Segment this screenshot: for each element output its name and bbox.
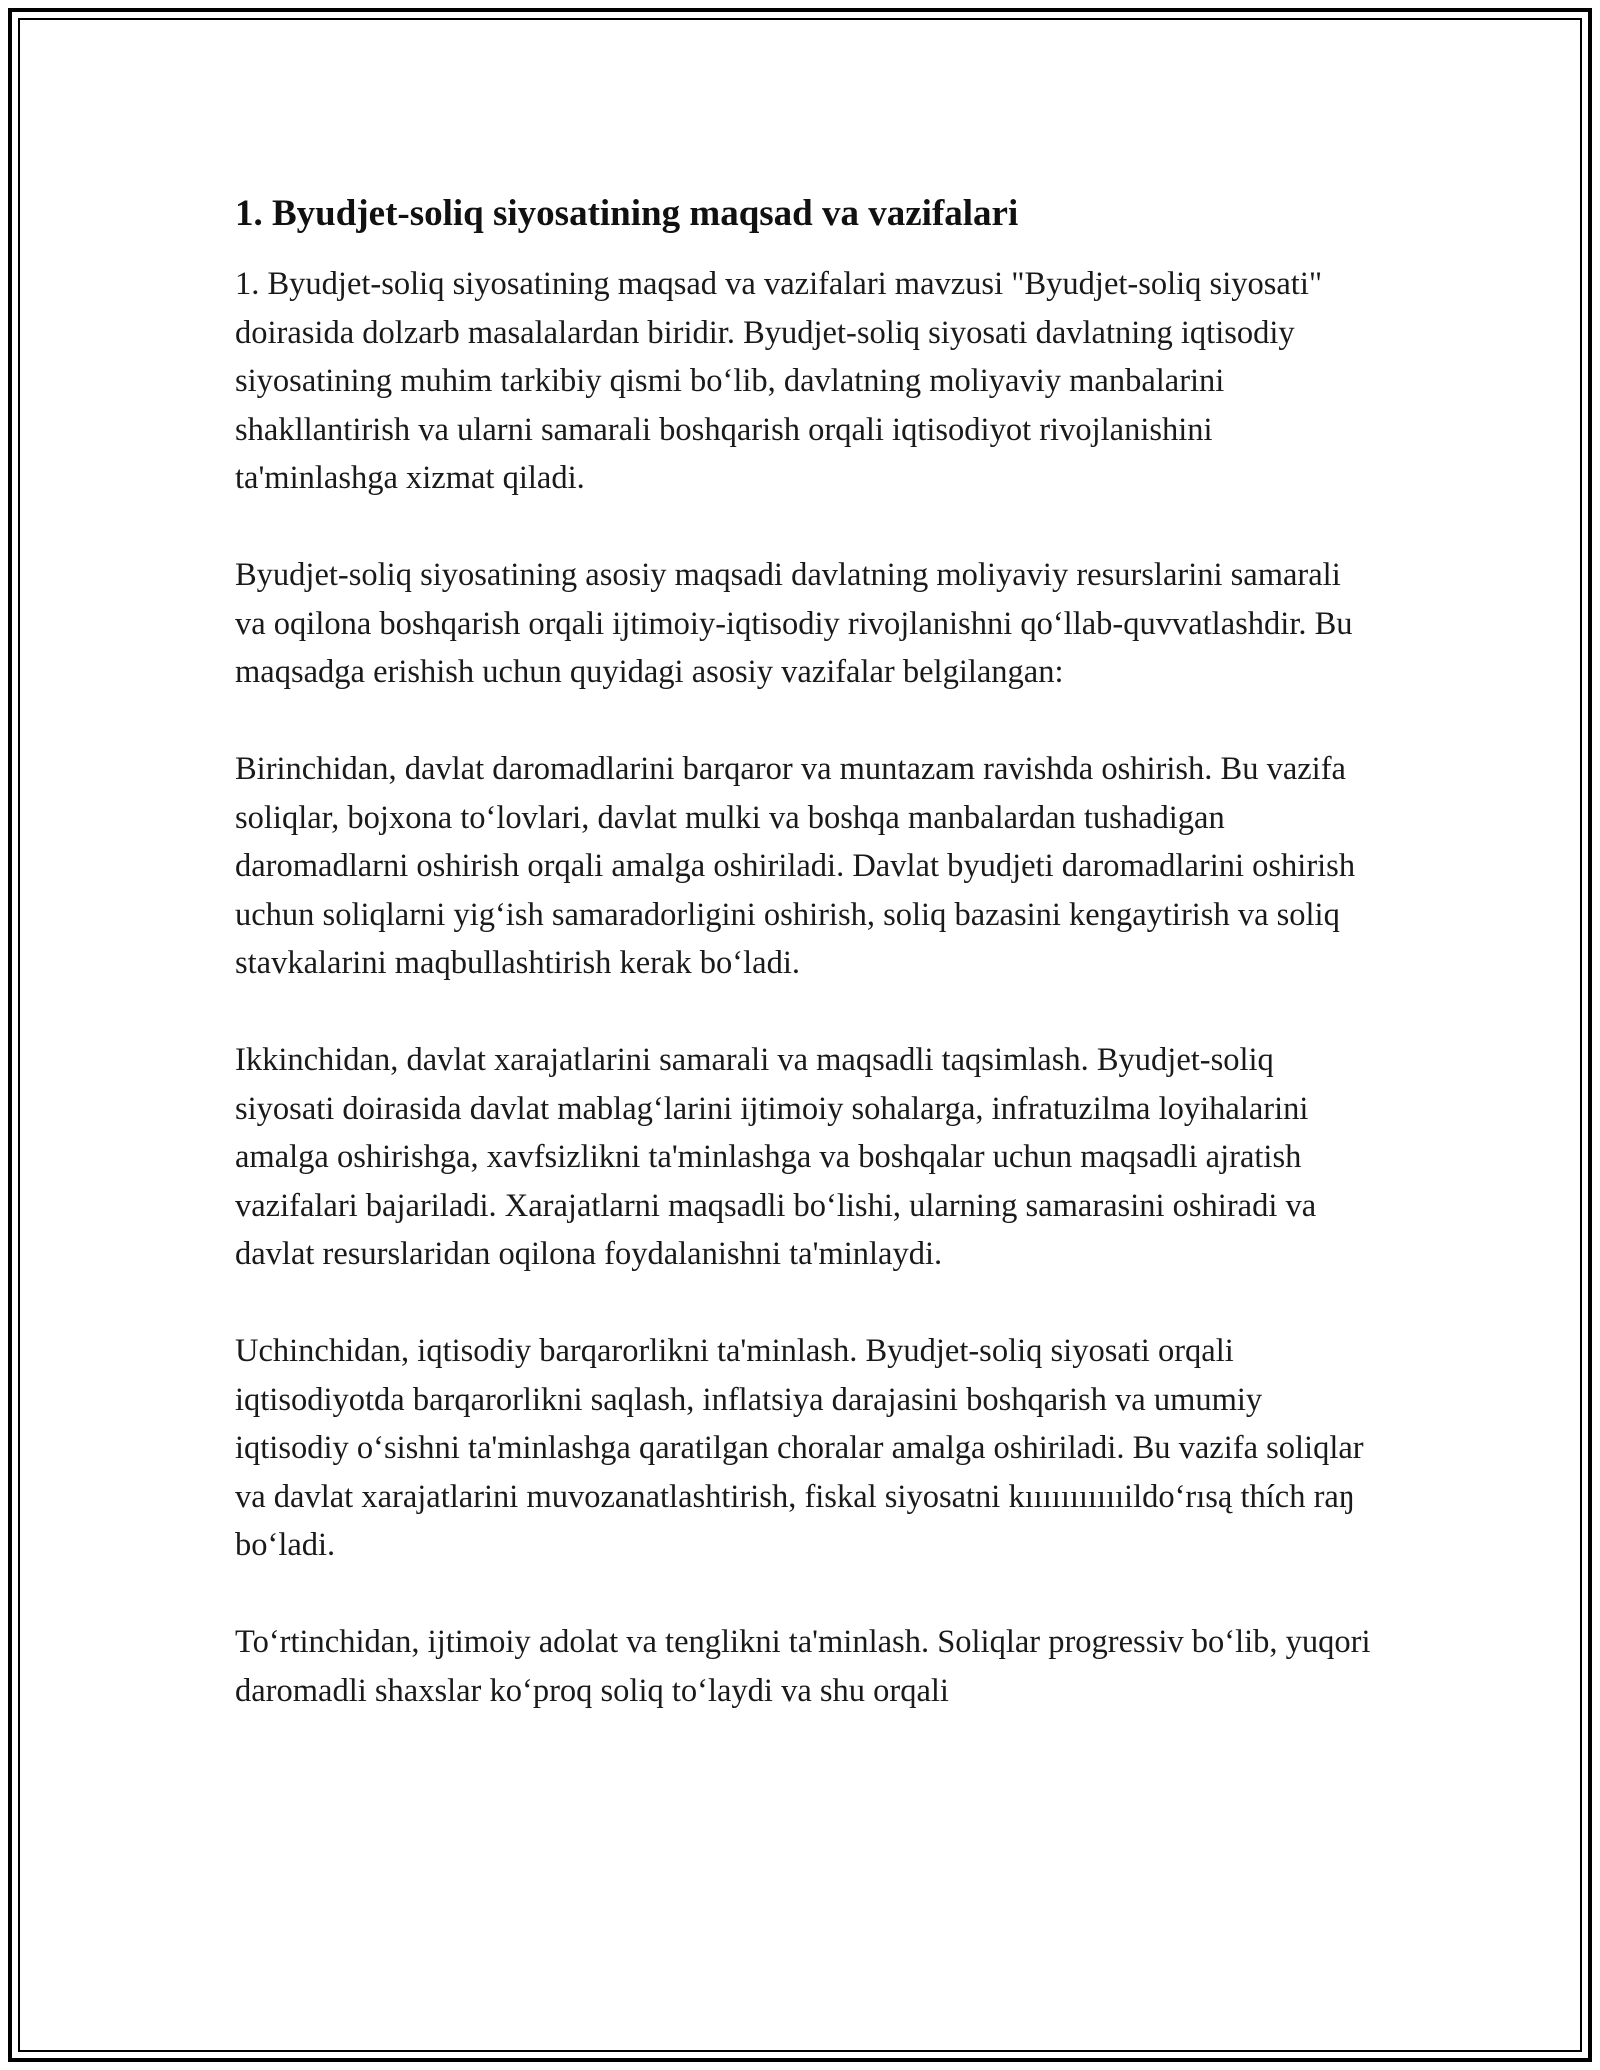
paragraph-third-task: Uchinchidan, iqtisodiy barqarorlikni ta'minlash. Byudjet-soliq siyosati orqali iqtisodiyotda barqarorlikni saqlash, inflatsiya darajasini boshqarish va umumiy iqtisodiy o‘sishni ta'minlashga qaratilgan choralar amalga oshiriladi. Bu vazifa soliqlar va davlat xarajatlarini muvozanatlashtirish, fiskal siyosatni kıııııııııııildo‘rısą thích raŋ bo‘ladi. <box>235 1333 1364 1563</box>
document-body <box>235 188 1375 1764</box>
section-heading: 1. Byudjet-soliq siyosatining maqsad va vazifalari <box>235 193 1019 234</box>
paragraph-first-task: Birinchidan, davlat daromadlarini barqaror va muntazam ravishda oshirish. Bu vazifa soliqlar, bojxona to‘lovlari, davlat mulki va boshqa manbalardan tushadigan daromadlarni oshirish orqali amalga oshiriladi. Davlat byudjeti daromadlarini oshirish uchun soliqlarni yig‘ish samaradorligini oshirish, soliq bazasini kengaytirish va soliq stavkalarini maqbullashtirish kerak bo‘ladi. <box>235 751 1356 981</box>
paragraph-main-goal: Byudjet-soliq siyosatining asosiy maqsadi davlatning moliyaviy resurslarini samarali va oqilona boshqarish orqali ijtimoiy-iqtisodiy rivojlanishni qo‘llab-quvvatlashdir. Bu maqsadga erishish uchun quyidagi asosiy vazifalar belgilangan: <box>235 557 1353 690</box>
paragraph-intro: 1. Byudjet-soliq siyosatining maqsad va vazifalari mavzusi "Byudjet-soliq siyosati" doirasida dolzarb masalalardan biridir. Byudjet-soliq siyosati davlatning iqtisodiy siyosatining muhim tarkibiy qismi bo‘lib, davlatning moliyaviy manbalarini shakllantirish va ularni samarali boshqarish orqali iqtisodiyot rivojlanishini ta'minlashga xizmat qiladi. <box>235 266 1323 496</box>
paragraph-second-task: Ikkinchidan, davlat xarajatlarini samarali va maqsadli taqsimlash. Byudjet-soliq siyosati doirasida davlat mablag‘larini ijtimoiy sohalarga, infratuzilma loyihalarini amalga oshirishga, xavfsizlikni ta'minlashga va boshqalar uchun maqsadli ajratish vazifalari bajariladi. Xarajatlarni maqsadli bo‘lishi, ularning samarasini oshiradi va davlat resurslaridan oqilona foydalanishni ta'minlaydi. <box>235 1042 1317 1272</box>
paragraph-fourth-task: To‘rtinchidan, ijtimoiy adolat va tenglikni ta'minlash. Soliqlar progressiv bo‘lib, yuqori daromadli shaxslar ko‘proq soliq to‘laydi va shu orqali <box>235 1624 1371 1709</box>
